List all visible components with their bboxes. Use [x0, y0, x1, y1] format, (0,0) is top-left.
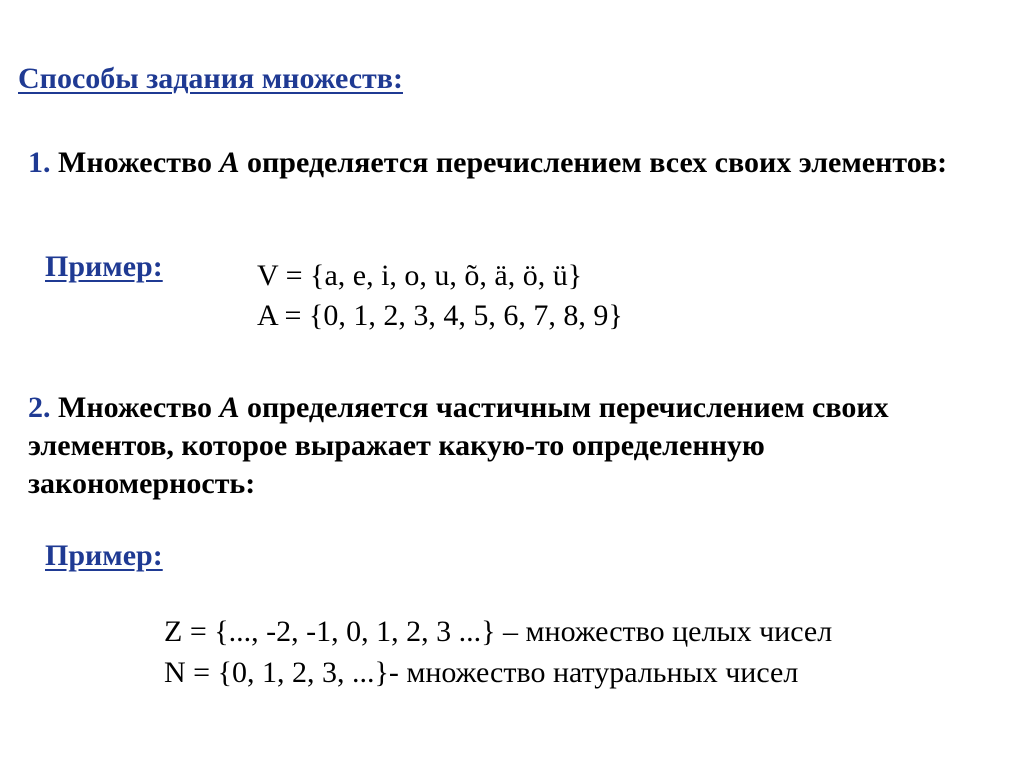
example-2-formula-z: Z = {..., -2, -1, 0, 1, 2, 3 ...} – множество целых чисел — [164, 615, 833, 648]
method-2-variable: A — [219, 391, 240, 424]
method-2-text — [28, 389, 988, 503]
method-1-text-after: определяется перечислением всех своих элементов: — [239, 146, 948, 179]
method-2-text-after: определяется частичным перечислением своих элементов, которое выражает какую-то определенную закономерность: — [28, 391, 889, 500]
method-1-text-before: Множество — [50, 146, 220, 179]
slide-title: Способы задания множеств: — [18, 62, 403, 95]
example-1-formula-a: A = {0, 1, 2, 3, 4, 5, 6, 7, 8, 9} — [257, 299, 623, 332]
example-2-label: Пример: — [45, 539, 163, 572]
method-2-number: 2. — [28, 391, 51, 424]
method-2-text-before: Множество — [50, 391, 220, 424]
example-2-formula-n: N = {0, 1, 2, 3, ...}- множество натуральных чисел — [164, 656, 799, 689]
method-1-text — [28, 144, 988, 182]
example-1-label: Пример: — [45, 250, 163, 283]
method-1-variable: A — [219, 146, 240, 179]
example-1-formula-v: V = {a, e, i, o, u, õ, ä, ö, ü} — [257, 259, 583, 292]
method-1-number: 1. — [28, 146, 51, 179]
